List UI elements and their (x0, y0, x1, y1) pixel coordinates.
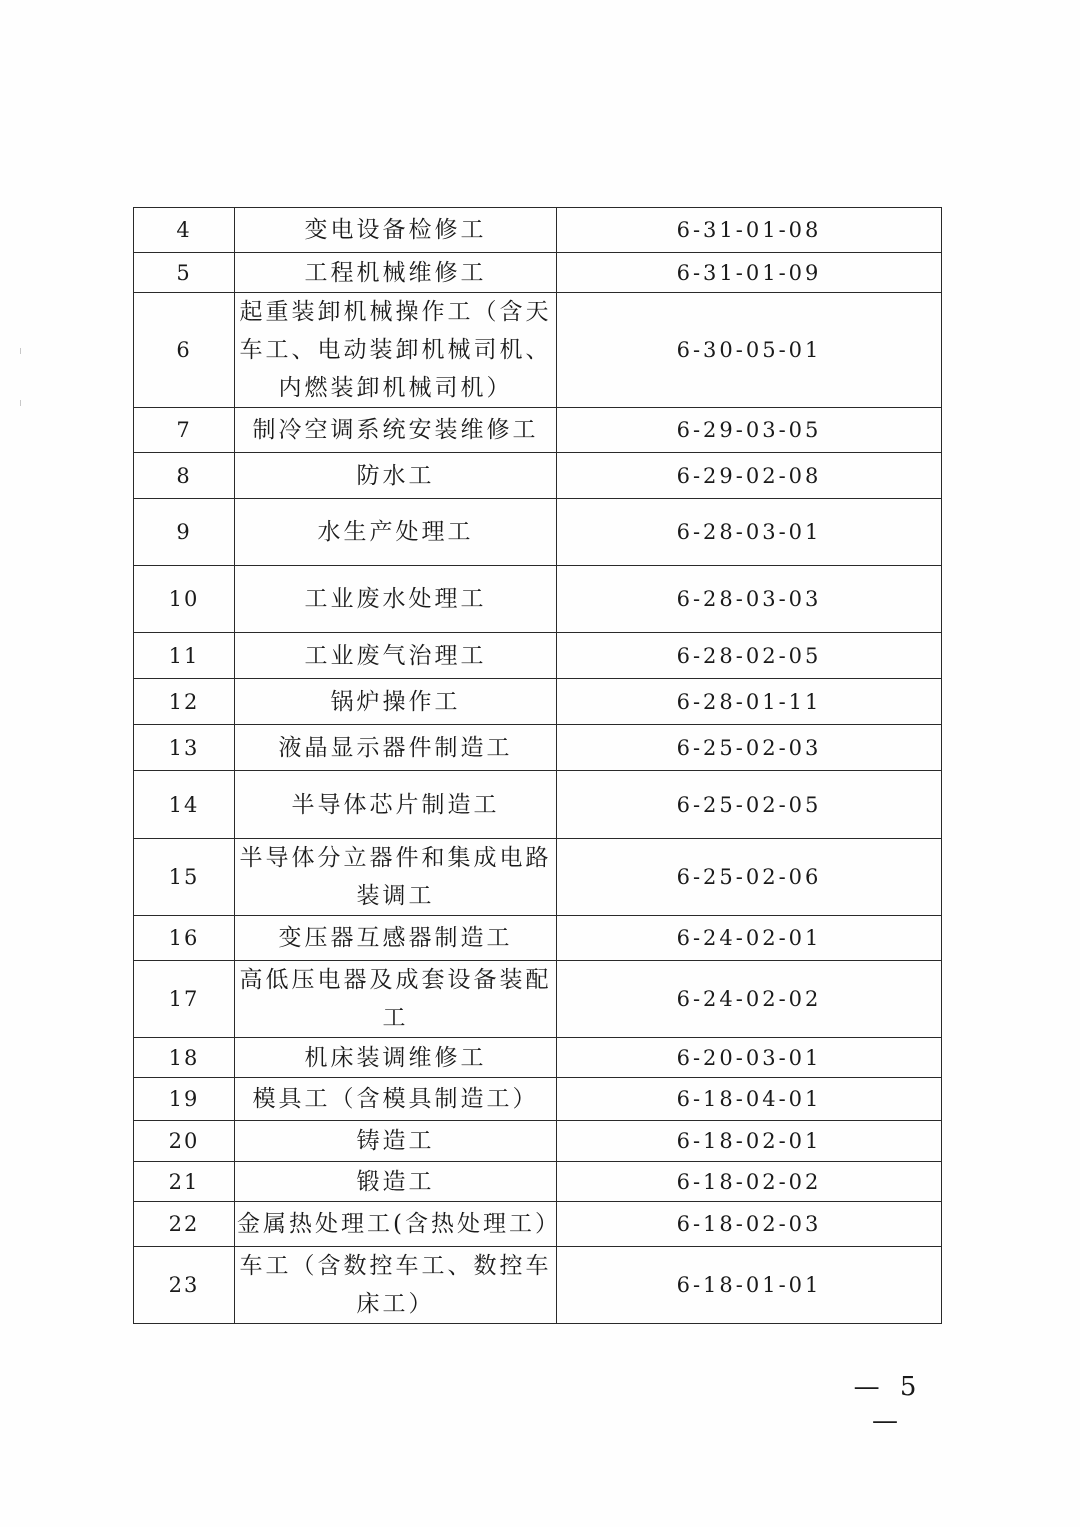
row-number-cell: 8 (134, 453, 235, 499)
row-number-cell: 10 (134, 566, 235, 633)
occupation-name-cell: 防水工 (235, 453, 557, 499)
table-row (134, 208, 942, 253)
scan-speck (20, 400, 24, 406)
row-number-cell: 13 (134, 725, 235, 771)
table-row (134, 253, 942, 293)
occupation-name-cell: 工业废水处理工 (235, 566, 557, 633)
occupation-name-cell: 起重装卸机械操作工（含天车工、电动装卸机械司机、内燃装卸机械司机） (235, 293, 557, 408)
occupation-name-cell: 液晶显示器件制造工 (235, 725, 557, 771)
table-row (134, 916, 942, 961)
table-row (134, 679, 942, 725)
row-number-cell: 11 (134, 633, 235, 679)
occupation-name-cell: 制冷空调系统安装维修工 (235, 408, 557, 453)
table-row (134, 1121, 942, 1162)
row-number-cell: 18 (134, 1038, 235, 1078)
table-row (134, 633, 942, 679)
row-number-cell: 5 (134, 253, 235, 293)
occupation-code-cell: 6-29-03-05 (557, 408, 942, 453)
occupation-name-cell: 机床装调维修工 (235, 1038, 557, 1078)
occupation-code-cell: 6-28-03-01 (557, 499, 942, 566)
occupation-code-cell: 6-24-02-01 (557, 916, 942, 961)
occupation-code-cell: 6-18-04-01 (557, 1078, 942, 1121)
table-row (134, 499, 942, 566)
row-number-cell: 19 (134, 1078, 235, 1121)
occupation-code-cell: 6-28-03-03 (557, 566, 942, 633)
row-number-cell: 21 (134, 1162, 235, 1202)
occupation-code-cell: 6-25-02-03 (557, 725, 942, 771)
occupation-name-cell: 工业废气治理工 (235, 633, 557, 679)
occupation-table (133, 207, 942, 1324)
row-number-cell: 16 (134, 916, 235, 961)
occupation-name-cell: 锻造工 (235, 1162, 557, 1202)
table-row (134, 1162, 942, 1202)
table-row (134, 566, 942, 633)
occupation-name-cell: 变电设备检修工 (235, 208, 557, 253)
table-row (134, 1202, 942, 1247)
occupation-name-cell: 锅炉操作工 (235, 679, 557, 725)
occupation-code-cell: 6-30-05-01 (557, 293, 942, 408)
table-row (134, 453, 942, 499)
row-number-cell: 23 (134, 1247, 235, 1324)
occupation-name-cell: 半导体分立器件和集成电路装调工 (235, 839, 557, 916)
row-number-cell: 15 (134, 839, 235, 916)
row-number-cell: 9 (134, 499, 235, 566)
occupation-code-cell: 6-25-02-06 (557, 839, 942, 916)
occupation-code-cell: 6-18-02-02 (557, 1162, 942, 1202)
occupation-code-cell: 6-31-01-08 (557, 208, 942, 253)
occupation-code-cell: 6-18-01-01 (557, 1247, 942, 1324)
occupation-code-cell: 6-20-03-01 (557, 1038, 942, 1078)
table-row (134, 1038, 942, 1078)
scan-speck (20, 348, 24, 354)
occupation-name-cell: 工程机械维修工 (235, 253, 557, 293)
occupation-name-cell: 半导体芯片制造工 (235, 771, 557, 839)
occupation-code-cell: 6-28-02-05 (557, 633, 942, 679)
table-row (134, 293, 942, 408)
page-number: — 5 — (853, 1372, 923, 1436)
table-row (134, 771, 942, 839)
row-number-cell: 20 (134, 1121, 235, 1162)
occupation-code-cell: 6-25-02-05 (557, 771, 942, 839)
occupation-code-cell: 6-28-01-11 (557, 679, 942, 725)
table-row (134, 408, 942, 453)
row-number-cell: 17 (134, 961, 235, 1038)
row-number-cell: 14 (134, 771, 235, 839)
row-number-cell: 4 (134, 208, 235, 253)
occupation-name-cell: 车工（含数控车工、数控车床工） (235, 1247, 557, 1324)
table-row (134, 1078, 942, 1121)
table-row (134, 961, 942, 1038)
occupation-name-cell: 变压器互感器制造工 (235, 916, 557, 961)
row-number-cell: 12 (134, 679, 235, 725)
occupation-name-cell: 高低压电器及成套设备装配工 (235, 961, 557, 1038)
occupation-code-cell: 6-31-01-09 (557, 253, 942, 293)
occupation-code-cell: 6-24-02-02 (557, 961, 942, 1038)
occupation-code-cell: 6-29-02-08 (557, 453, 942, 499)
table-row (134, 725, 942, 771)
occupation-name-cell: 铸造工 (235, 1121, 557, 1162)
table-row (134, 1247, 942, 1324)
occupation-name-cell: 水生产处理工 (235, 499, 557, 566)
occupation-code-cell: 6-18-02-01 (557, 1121, 942, 1162)
occupation-name-cell: 金属热处理工(含热处理工） (235, 1202, 557, 1247)
table-row (134, 839, 942, 916)
row-number-cell: 6 (134, 293, 235, 408)
occupation-code-cell: 6-18-02-03 (557, 1202, 942, 1247)
row-number-cell: 7 (134, 408, 235, 453)
occupation-name-cell: 模具工（含模具制造工） (235, 1078, 557, 1121)
row-number-cell: 22 (134, 1202, 235, 1247)
